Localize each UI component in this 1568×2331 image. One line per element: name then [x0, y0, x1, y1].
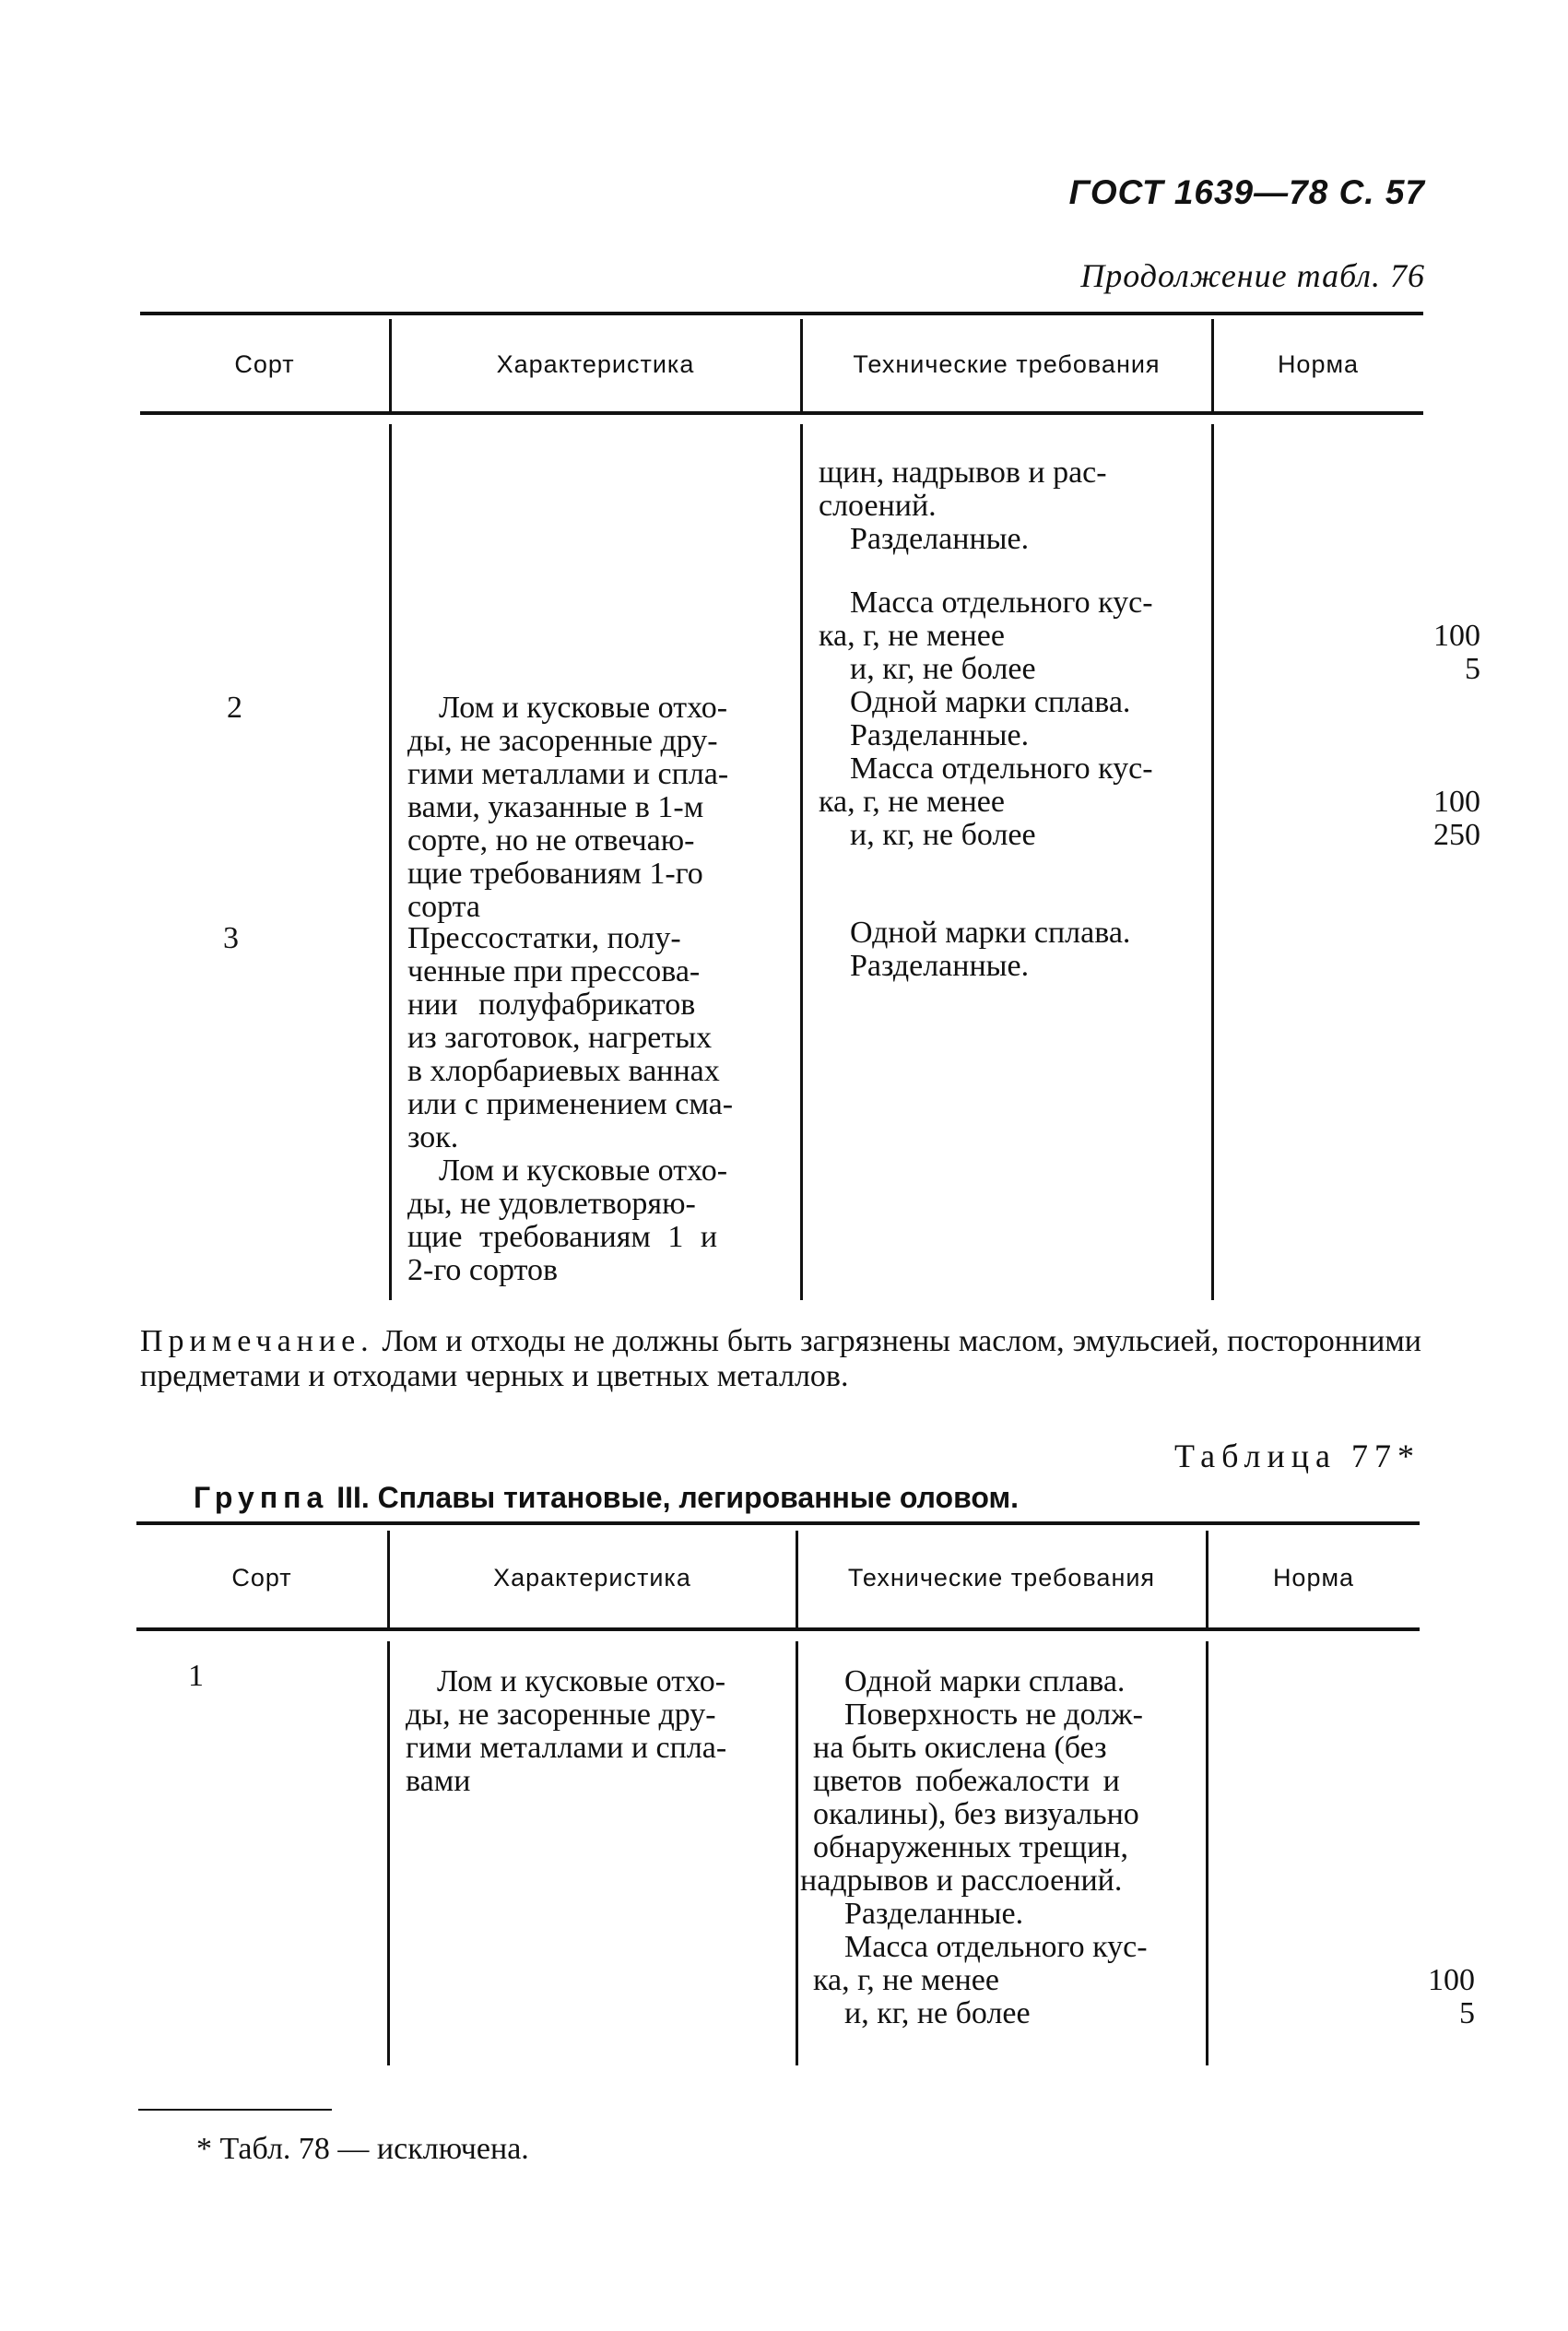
requirement-line: Масса отдельного кус-: [850, 586, 1153, 620]
column-header-characteristic: Характеристика: [496, 350, 695, 378]
requirement-line: окалины), без визуально: [813, 1797, 1139, 1831]
sort-number: 1: [188, 1659, 204, 1693]
requirement-line: Одной марки сплава.: [850, 916, 1131, 950]
characteristic-line: гими металлами и спла-: [406, 1731, 727, 1765]
characteristic-line: или с применением сма-: [407, 1087, 734, 1121]
requirement-line: цветов побежалости и: [813, 1764, 1120, 1798]
characteristic-line: ды, не засоренные дру-: [407, 724, 718, 758]
characteristic-line: Прессостатки, полу-: [407, 921, 681, 955]
column-header-norm: Норма: [1277, 350, 1360, 378]
requirement-line: обнаруженных трещин,: [813, 1830, 1128, 1864]
characteristic-line: Лом и кусковые отхо-: [439, 1154, 728, 1188]
characteristic-line: щие требованиям 1-го: [407, 857, 703, 891]
characteristic-line: ченные при прессова-: [407, 954, 701, 988]
group-text: III. Сплавы титановые, легированные оловом.: [336, 1481, 1020, 1514]
footnote: * Табл. 78 — исключена.: [196, 2132, 529, 2166]
requirement-line: Разделанные.: [850, 522, 1030, 556]
column-header-requirements: Технические требования: [847, 1564, 1156, 1591]
page-header: ГОСТ 1639—78 С. 57: [1068, 173, 1425, 211]
requirement-line: на быть окислена (без: [813, 1731, 1107, 1765]
requirement-line: Разделанные.: [844, 1897, 1024, 1931]
requirement-line: и, кг, не более: [844, 1996, 1031, 2030]
table-77-title: Таблица 77*: [1174, 1438, 1421, 1474]
note-text: Лом и отходы не должны быть загрязнены маслом, эмульсией, посторонними предметами и отходами черных и цветных металлов.: [140, 1324, 1421, 1393]
table-header-rule: [140, 411, 1423, 415]
requirement-line: и, кг, не более: [850, 818, 1036, 852]
requirement-line: надрывов и расслоений.: [800, 1864, 1123, 1898]
requirement-line: щин, надрывов и рас-: [819, 456, 1107, 490]
characteristic-line: зок.: [407, 1120, 459, 1154]
sort-number: 3: [223, 921, 239, 955]
table-76: [140, 304, 1480, 1300]
requirement-line: Поверхность не долж-: [844, 1698, 1143, 1732]
norm-value: 5: [1459, 1996, 1475, 2030]
characteristic-line: сорте, но не отвечаю-: [407, 823, 695, 858]
requirement-line: Масса отдельного кус-: [844, 1930, 1148, 1964]
requirement-line: и, кг, не более: [850, 652, 1036, 686]
characteristic-line: Лом и кусковые отхо-: [439, 691, 728, 725]
norm-value: 100: [1433, 785, 1480, 819]
column-divider: [1211, 424, 1214, 1300]
norm-value: 5: [1465, 652, 1480, 686]
requirement-line: ка, г, не менее: [819, 785, 1005, 819]
characteristic-line: 2-го сортов: [407, 1253, 559, 1287]
column-header-norm: Норма: [1272, 1564, 1355, 1591]
column-divider: [387, 1641, 390, 2065]
characteristic-line: Лом и кусковые отхо-: [437, 1664, 726, 1698]
table-note: [140, 1324, 1421, 1394]
column-header-characteristic: Характеристика: [493, 1564, 691, 1591]
requirement-line: Масса отдельного кус-: [850, 751, 1153, 786]
characteristic-line: щие требованиям 1 и: [407, 1220, 718, 1254]
column-header-requirements: Технические требования: [853, 350, 1161, 378]
column-header-sort: Сорт: [234, 350, 295, 378]
characteristic-line: из заготовок, нагретых: [407, 1021, 713, 1055]
group-heading: [194, 1481, 1019, 1515]
note-label: Примечание.: [140, 1324, 374, 1358]
requirement-line: Разделанные.: [850, 949, 1030, 983]
requirement-line: Одной марки сплава.: [850, 685, 1131, 719]
norm-value: 100: [1428, 1963, 1475, 1997]
characteristic-line: вами: [406, 1764, 471, 1798]
requirement-line: Одной марки сплава.: [844, 1664, 1126, 1698]
column-divider: [796, 1641, 798, 2065]
column-divider: [389, 424, 392, 1300]
table-continuation-label: Продолжение табл. 76: [1080, 257, 1425, 294]
characteristic-line: ды, не удовлетворяю-: [407, 1187, 696, 1221]
characteristic-line: сорта: [407, 890, 481, 924]
norm-value: 250: [1433, 818, 1480, 852]
table-top-rule: [140, 312, 1423, 315]
group-label: Группа: [194, 1481, 329, 1514]
requirement-line: Разделанные.: [850, 718, 1030, 752]
table-top-rule: [136, 1521, 1420, 1525]
characteristic-line: вами, указанные в 1-м: [407, 790, 704, 824]
column-header-sort: Сорт: [231, 1564, 292, 1591]
sort-number: 2: [227, 691, 242, 725]
characteristic-line: ды, не засоренные дру-: [406, 1698, 716, 1732]
requirement-line: слоений.: [819, 489, 937, 523]
requirement-line: ка, г, не менее: [819, 619, 1005, 653]
norm-value: 100: [1433, 619, 1480, 653]
table-77: [136, 1521, 1475, 2093]
table-header-rule: [136, 1627, 1420, 1631]
requirement-line: ка, г, не менее: [813, 1963, 999, 1997]
characteristic-line: гими металлами и спла-: [407, 757, 729, 791]
footnote-rule: [138, 2109, 332, 2111]
characteristic-line: в хлорбариевых ваннах: [407, 1054, 720, 1088]
characteristic-line: нии полуфабрикатов: [407, 988, 696, 1022]
column-divider: [800, 424, 803, 1300]
